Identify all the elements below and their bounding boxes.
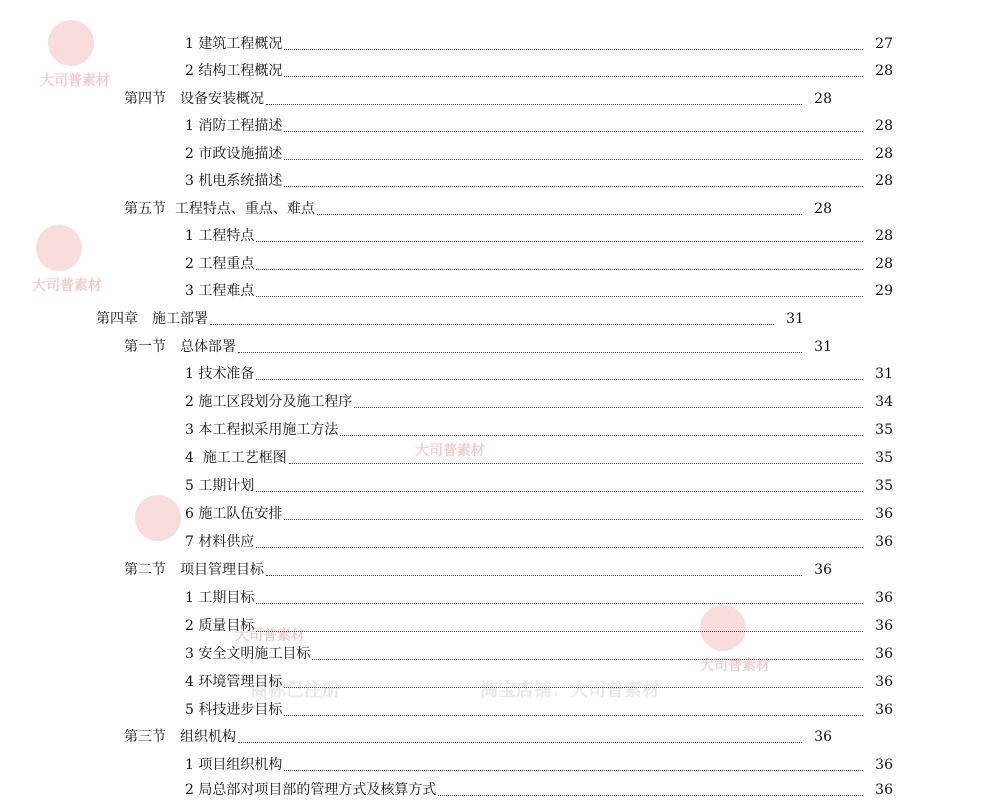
toc-entry-page: 36 xyxy=(814,562,832,578)
toc-entry-page: 28 xyxy=(875,63,893,79)
toc-entry[interactable] xyxy=(0,116,985,136)
watermark-brand-text: 大司普素材 xyxy=(235,628,305,644)
toc-entry-page: 35 xyxy=(875,450,893,466)
dot-leader xyxy=(238,741,802,743)
toc-entry-page: 27 xyxy=(875,36,893,52)
toc-entry-page: 36 xyxy=(875,782,893,798)
toc-entry[interactable] xyxy=(0,727,924,747)
toc-entry[interactable] xyxy=(0,755,985,775)
dot-leader xyxy=(238,351,802,353)
toc-entry-label: 5 工期计划 xyxy=(185,478,255,494)
toc-entry-label: 2 工程重点 xyxy=(185,256,255,272)
dot-leader xyxy=(284,518,863,520)
dot-leader xyxy=(256,490,863,492)
toc-entry[interactable] xyxy=(0,504,985,524)
toc-entry-label: 1 建筑工程概况 xyxy=(185,36,283,52)
toc-entry-page: 28 xyxy=(814,91,832,107)
dot-leader xyxy=(284,48,863,50)
toc-entry-page: 36 xyxy=(814,729,832,745)
toc-entry-label: 第四章 施工部署 xyxy=(96,311,208,327)
toc-entry-page: 31 xyxy=(814,339,832,355)
toc-entry-label: 3 工程难点 xyxy=(185,283,255,299)
toc-entry[interactable] xyxy=(0,281,985,301)
toc-entry[interactable] xyxy=(0,171,985,191)
toc-entry-page: 36 xyxy=(875,590,893,606)
toc-entry-page: 36 xyxy=(875,506,893,522)
toc-entry[interactable] xyxy=(0,588,985,608)
toc-entry[interactable] xyxy=(0,226,985,246)
toc-entry-label: 1 技术准备 xyxy=(185,366,255,382)
watermark-trademark-text: 商标已注册 xyxy=(250,680,340,701)
toc-entry-page: 28 xyxy=(875,256,893,272)
dot-leader xyxy=(256,546,863,548)
toc-entry-label: 4 环境管理目标 xyxy=(185,674,283,690)
toc-entry[interactable] xyxy=(0,392,985,412)
toc-entry[interactable] xyxy=(0,780,985,800)
toc-entry-page: 35 xyxy=(875,478,893,494)
toc-entry[interactable] xyxy=(0,616,985,636)
watermark-brand-text: 大司普素材 xyxy=(700,658,770,674)
toc-entry-page: 36 xyxy=(875,702,893,718)
toc-entry[interactable] xyxy=(0,476,985,496)
toc-entry-label: 6 施工队伍安排 xyxy=(185,506,283,522)
watermark-brand-text: 大司普素材 xyxy=(40,73,110,89)
toc-entry-page: 28 xyxy=(875,146,893,162)
toc-entry-label: 7 材料供应 xyxy=(185,534,255,550)
toc-entry[interactable] xyxy=(0,364,985,384)
toc-entry-page: 34 xyxy=(875,394,893,410)
toc-entry-page: 31 xyxy=(875,366,893,382)
dot-leader xyxy=(284,686,863,688)
toc-entry-label: 2 施工区段划分及施工程序 xyxy=(185,394,353,410)
toc-entry-page: 36 xyxy=(875,646,893,662)
toc-entry-page: 28 xyxy=(875,173,893,189)
toc-entry-label: 3 机电系统描述 xyxy=(185,173,283,189)
dot-leader xyxy=(256,295,863,297)
dot-leader xyxy=(266,103,802,105)
dot-leader xyxy=(340,434,863,436)
dot-leader xyxy=(438,794,863,796)
toc-entry[interactable] xyxy=(0,199,924,219)
toc-entry-label: 3 本工程拟采用施工方法 xyxy=(185,422,339,438)
toc-entry[interactable] xyxy=(0,420,985,440)
dot-leader xyxy=(256,268,863,270)
toc-entry-label: 5 科技进步目标 xyxy=(185,702,283,718)
toc-entry-label: 4 施工工艺框图 xyxy=(185,450,287,466)
toc-entry[interactable] xyxy=(0,254,985,274)
toc-entry-page: 28 xyxy=(875,118,893,134)
toc-entry-page: 36 xyxy=(875,757,893,773)
toc-entry[interactable] xyxy=(0,448,985,468)
toc-entry[interactable] xyxy=(0,337,924,357)
toc-entry-label: 第三节 组织机构 xyxy=(124,729,236,745)
toc-entry[interactable] xyxy=(0,672,985,692)
toc-entry-label: 1 项目组织机构 xyxy=(185,757,283,773)
dot-leader xyxy=(289,462,863,464)
toc-entry[interactable] xyxy=(0,34,985,54)
watermark-brand-text: 大司普素材 xyxy=(415,443,485,459)
toc-entry[interactable] xyxy=(0,61,985,81)
toc-entry[interactable] xyxy=(0,144,985,164)
toc-entry-label: 1 消防工程描述 xyxy=(185,118,283,134)
dot-leader xyxy=(256,602,863,604)
toc-entry-label: 第四节 设备安装概况 xyxy=(124,91,264,107)
dot-leader xyxy=(284,769,863,771)
dot-leader xyxy=(284,130,863,132)
toc-entry-page: 35 xyxy=(875,422,893,438)
dot-leader xyxy=(256,240,863,242)
watermark-shop-text: 淘宝店铺：大司普素材 xyxy=(480,680,660,701)
dot-leader xyxy=(284,75,863,77)
toc-entry-page: 28 xyxy=(875,228,893,244)
toc-entry-label: 第五节 工程特点、重点、难点 xyxy=(124,201,315,217)
toc-entry-label: 3 安全文明施工目标 xyxy=(185,646,311,662)
toc-entry-label: 2 市政设施描述 xyxy=(185,146,283,162)
dot-leader xyxy=(266,574,802,576)
toc-entry-label: 1 工程特点 xyxy=(185,228,255,244)
toc-entry-label: 2 质量目标 xyxy=(185,618,255,634)
toc-entry[interactable] xyxy=(0,644,985,664)
toc-entry-page: 36 xyxy=(875,534,893,550)
dot-leader xyxy=(354,406,863,408)
dot-leader xyxy=(256,630,863,632)
toc-entry-label: 2 局总部对项目部的管理方式及核算方式 xyxy=(185,782,437,798)
toc-entry-label: 第二节 项目管理目标 xyxy=(124,562,264,578)
dot-leader xyxy=(312,658,863,660)
toc-entry[interactable] xyxy=(0,560,924,580)
toc-entry-page: 36 xyxy=(875,618,893,634)
dot-leader xyxy=(284,158,863,160)
toc-entry[interactable] xyxy=(0,532,985,552)
toc-entry[interactable] xyxy=(0,89,924,109)
toc-entry[interactable] xyxy=(0,309,896,329)
toc-entry-label: 2 结构工程概况 xyxy=(185,63,283,79)
toc-entry-page: 36 xyxy=(875,674,893,690)
dot-leader xyxy=(284,714,863,716)
toc-entry-page: 31 xyxy=(786,311,804,327)
toc-entry-label: 第一节 总体部署 xyxy=(124,339,236,355)
dot-leader xyxy=(317,213,802,215)
toc-entry-page: 28 xyxy=(814,201,832,217)
toc-entry-page: 29 xyxy=(875,283,893,299)
toc-entry[interactable] xyxy=(0,700,985,720)
dot-leader xyxy=(256,378,863,380)
toc-entry-label: 1 工期目标 xyxy=(185,590,255,606)
dot-leader xyxy=(284,185,863,187)
dot-leader xyxy=(210,323,774,325)
watermark-brand-text: 大司普素材 xyxy=(32,278,102,294)
